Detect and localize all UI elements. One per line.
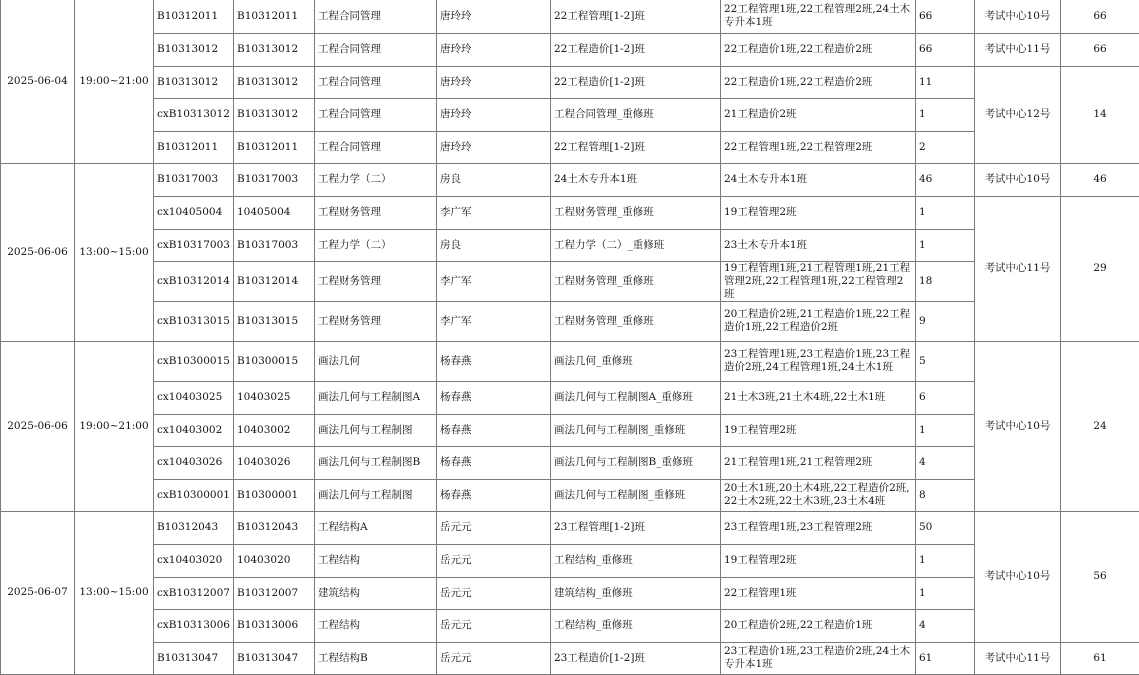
sections-cell: 20工程造价2班,22工程造价1班 bbox=[721, 609, 916, 642]
class-no-cell: B10313012 bbox=[154, 66, 234, 98]
class-no-cell: B10312011 bbox=[154, 131, 234, 163]
student-count-cell: 1 bbox=[916, 98, 975, 131]
sections-cell: 21工程造价2班 bbox=[721, 98, 916, 131]
class-name-cell: 画法几何与工程制图A_重修班 bbox=[551, 381, 721, 414]
table-row[interactable] bbox=[1, 446, 1139, 479]
course-name-cell: 工程结构A bbox=[315, 511, 437, 544]
room-total-cell: 56 bbox=[1061, 511, 1139, 642]
course-code-cell: B10312014 bbox=[234, 261, 315, 301]
teacher-cell: 唐玲玲 bbox=[437, 0, 551, 33]
teacher-cell: 杨春燕 bbox=[437, 414, 551, 446]
teacher-cell: 唐玲玲 bbox=[437, 98, 551, 131]
sections-cell: 21土木3班,21土木4班,22土木1班 bbox=[721, 381, 916, 414]
course-code-cell: B10317003 bbox=[234, 163, 315, 196]
course-code-cell: B10313012 bbox=[234, 98, 315, 131]
class-name-cell: 工程力学（二）_重修班 bbox=[551, 229, 721, 261]
course-code-cell: B10313012 bbox=[234, 33, 315, 66]
class-name-cell: 22工程造价[1-2]班 bbox=[551, 33, 721, 66]
course-name-cell: 画法几何与工程制图A bbox=[315, 381, 437, 414]
course-name-cell: 工程结构 bbox=[315, 544, 437, 577]
class-no-cell: cxB10312007 bbox=[154, 577, 234, 609]
room-total-cell: 61 bbox=[1061, 642, 1139, 674]
course-name-cell: 工程结构 bbox=[315, 609, 437, 642]
course-code-cell: B10313047 bbox=[234, 642, 315, 674]
class-name-cell: 工程财务管理_重修班 bbox=[551, 261, 721, 301]
class-no-cell: B10313047 bbox=[154, 642, 234, 674]
class-no-cell: B10312011 bbox=[154, 0, 234, 33]
teacher-cell: 唐玲玲 bbox=[437, 66, 551, 98]
course-name-cell: 画法几何与工程制图B bbox=[315, 446, 437, 479]
class-name-cell: 22工程管理[1-2]班 bbox=[551, 0, 721, 33]
course-code-cell: B10317003 bbox=[234, 229, 315, 261]
sections-cell: 19工程管理2班 bbox=[721, 196, 916, 229]
room-total-cell: 14 bbox=[1061, 66, 1139, 163]
class-name-cell: 画法几何与工程制图_重修班 bbox=[551, 479, 721, 511]
date-cell: 2025-06-06 bbox=[1, 341, 75, 511]
table-row[interactable] bbox=[1, 0, 1139, 33]
course-name-cell: 工程力学（二） bbox=[315, 229, 437, 261]
course-name-cell: 工程力学（二） bbox=[315, 163, 437, 196]
student-count-cell: 5 bbox=[916, 341, 975, 381]
course-code-cell: 10403002 bbox=[234, 414, 315, 446]
sections-cell: 19工程管理2班 bbox=[721, 414, 916, 446]
room-cell: 考试中心11号 bbox=[975, 196, 1061, 341]
class-no-cell: B10313012 bbox=[154, 33, 234, 66]
sections-cell: 20工程造价2班,21工程造价1班,22工程造价1班,22工程造价2班 bbox=[721, 301, 916, 341]
course-name-cell: 工程财务管理 bbox=[315, 301, 437, 341]
course-name-cell: 工程合同管理 bbox=[315, 33, 437, 66]
time-cell: 13:00~15:00 bbox=[75, 163, 154, 341]
course-name-cell: 工程结构B bbox=[315, 642, 437, 674]
sections-cell: 22工程造价1班,22工程造价2班 bbox=[721, 66, 916, 98]
teacher-cell: 杨春燕 bbox=[437, 446, 551, 479]
class-name-cell: 22工程造价[1-2]班 bbox=[551, 66, 721, 98]
table-row[interactable] bbox=[1, 479, 1139, 511]
table-row[interactable] bbox=[1, 196, 1139, 229]
teacher-cell: 岳元元 bbox=[437, 511, 551, 544]
course-code-cell: B10300015 bbox=[234, 341, 315, 381]
room-cell: 考试中心10号 bbox=[975, 341, 1061, 511]
student-count-cell: 9 bbox=[916, 301, 975, 341]
course-code-cell: 10403026 bbox=[234, 446, 315, 479]
course-code-cell: B10313015 bbox=[234, 301, 315, 341]
room-total-cell: 24 bbox=[1061, 341, 1139, 511]
course-code-cell: B10313012 bbox=[234, 66, 315, 98]
student-count-cell: 6 bbox=[916, 381, 975, 414]
course-name-cell: 工程财务管理 bbox=[315, 261, 437, 301]
teacher-cell: 房良 bbox=[437, 163, 551, 196]
student-count-cell: 1 bbox=[916, 544, 975, 577]
table-row[interactable] bbox=[1, 341, 1139, 381]
room-cell: 考试中心10号 bbox=[975, 163, 1061, 196]
class-no-cell: B10312043 bbox=[154, 511, 234, 544]
teacher-cell: 房良 bbox=[437, 229, 551, 261]
class-name-cell: 工程财务管理_重修班 bbox=[551, 301, 721, 341]
sections-cell: 22工程造价1班,22工程造价2班 bbox=[721, 33, 916, 66]
teacher-cell: 杨春燕 bbox=[437, 341, 551, 381]
class-name-cell: 工程财务管理_重修班 bbox=[551, 196, 721, 229]
teacher-cell: 杨春燕 bbox=[437, 479, 551, 511]
class-name-cell: 工程合同管理_重修班 bbox=[551, 98, 721, 131]
class-name-cell: 画法几何与工程制图_重修班 bbox=[551, 414, 721, 446]
class-name-cell: 23工程管理[1-2]班 bbox=[551, 511, 721, 544]
sections-cell: 23工程管理1班,23工程造价1班,23工程造价2班,24工程管理1班,24土木1班 bbox=[721, 341, 916, 381]
sections-cell: 20土木1班,20土木4班,22工程造价2班,22土木2班,22土木3班,23土木4班 bbox=[721, 479, 916, 511]
table-row[interactable] bbox=[1, 301, 1139, 341]
class-no-cell: cxB10313006 bbox=[154, 609, 234, 642]
room-cell: 考试中心10号 bbox=[975, 0, 1061, 33]
table-row[interactable] bbox=[1, 229, 1139, 261]
class-name-cell: 22工程管理[1-2]班 bbox=[551, 131, 721, 163]
class-no-cell: cx10403020 bbox=[154, 544, 234, 577]
course-code-cell: B10313006 bbox=[234, 609, 315, 642]
student-count-cell: 1 bbox=[916, 229, 975, 261]
class-no-cell: cxB10300015 bbox=[154, 341, 234, 381]
sections-cell: 23工程管理1班,23工程管理2班 bbox=[721, 511, 916, 544]
table-row[interactable] bbox=[1, 163, 1139, 196]
class-no-cell: cx10403026 bbox=[154, 446, 234, 479]
class-name-cell: 建筑结构_重修班 bbox=[551, 577, 721, 609]
student-count-cell: 46 bbox=[916, 163, 975, 196]
room-cell: 考试中心12号 bbox=[975, 66, 1061, 163]
course-code-cell: B10312007 bbox=[234, 577, 315, 609]
class-no-cell: cx10405004 bbox=[154, 196, 234, 229]
course-code-cell: 10403020 bbox=[234, 544, 315, 577]
table-row[interactable] bbox=[1, 642, 1139, 674]
course-code-cell: 10405004 bbox=[234, 196, 315, 229]
student-count-cell: 50 bbox=[916, 511, 975, 544]
class-no-cell: B10317003 bbox=[154, 163, 234, 196]
student-count-cell: 18 bbox=[916, 261, 975, 301]
class-name-cell: 画法几何_重修班 bbox=[551, 341, 721, 381]
date-cell: 2025-06-07 bbox=[1, 511, 75, 674]
time-cell: 19:00~21:00 bbox=[75, 0, 154, 163]
course-name-cell: 画法几何 bbox=[315, 341, 437, 381]
date-cell: 2025-06-04 bbox=[1, 0, 75, 163]
course-name-cell: 工程合同管理 bbox=[315, 98, 437, 131]
course-name-cell: 建筑结构 bbox=[315, 577, 437, 609]
room-cell: 考试中心10号 bbox=[975, 511, 1061, 642]
student-count-cell: 66 bbox=[916, 0, 975, 33]
teacher-cell: 岳元元 bbox=[437, 577, 551, 609]
time-cell: 19:00~21:00 bbox=[75, 341, 154, 511]
student-count-cell: 8 bbox=[916, 479, 975, 511]
room-total-cell: 66 bbox=[1061, 0, 1139, 33]
class-no-cell: cx10403002 bbox=[154, 414, 234, 446]
class-name-cell: 画法几何与工程制图B_重修班 bbox=[551, 446, 721, 479]
sections-cell: 22工程管理1班,22工程管理2班 bbox=[721, 131, 916, 163]
teacher-cell: 岳元元 bbox=[437, 642, 551, 674]
class-name-cell: 工程结构_重修班 bbox=[551, 544, 721, 577]
student-count-cell: 11 bbox=[916, 66, 975, 98]
course-name-cell: 工程合同管理 bbox=[315, 66, 437, 98]
course-code-cell: B10312011 bbox=[234, 131, 315, 163]
course-code-cell: B10312043 bbox=[234, 511, 315, 544]
student-count-cell: 1 bbox=[916, 414, 975, 446]
teacher-cell: 李广军 bbox=[437, 301, 551, 341]
date-cell: 2025-06-06 bbox=[1, 163, 75, 341]
sections-cell: 23工程造价1班,23工程造价2班,24土木专升本1班 bbox=[721, 642, 916, 674]
student-count-cell: 66 bbox=[916, 33, 975, 66]
room-total-cell: 66 bbox=[1061, 33, 1139, 66]
teacher-cell: 唐玲玲 bbox=[437, 131, 551, 163]
class-no-cell: cxB10300001 bbox=[154, 479, 234, 511]
course-name-cell: 工程合同管理 bbox=[315, 131, 437, 163]
teacher-cell: 岳元元 bbox=[437, 544, 551, 577]
course-name-cell: 画法几何与工程制图 bbox=[315, 414, 437, 446]
table-row[interactable] bbox=[1, 414, 1139, 446]
class-name-cell: 23工程造价[1-2]班 bbox=[551, 642, 721, 674]
table-row[interactable] bbox=[1, 33, 1139, 66]
class-no-cell: cxB10313015 bbox=[154, 301, 234, 341]
teacher-cell: 李广军 bbox=[437, 261, 551, 301]
student-count-cell: 1 bbox=[916, 577, 975, 609]
course-name-cell: 画法几何与工程制图 bbox=[315, 479, 437, 511]
table-row[interactable] bbox=[1, 577, 1139, 609]
sections-cell: 22工程管理1班,22工程管理2班,24土木专升本1班 bbox=[721, 0, 916, 33]
teacher-cell: 唐玲玲 bbox=[437, 33, 551, 66]
time-cell: 13:00~15:00 bbox=[75, 511, 154, 674]
teacher-cell: 岳元元 bbox=[437, 609, 551, 642]
course-name-cell: 工程财务管理 bbox=[315, 196, 437, 229]
class-name-cell: 24土木专升本1班 bbox=[551, 163, 721, 196]
student-count-cell: 1 bbox=[916, 196, 975, 229]
sections-cell: 19工程管理1班,21工程管理1班,21工程管理2班,22工程管理1班,22工程管理2班 bbox=[721, 261, 916, 301]
sections-cell: 21工程管理1班,21工程管理2班 bbox=[721, 446, 916, 479]
table-row[interactable] bbox=[1, 66, 1139, 98]
class-no-cell: cxB10312014 bbox=[154, 261, 234, 301]
class-no-cell: cxB10313012 bbox=[154, 98, 234, 131]
sections-cell: 23土木专升本1班 bbox=[721, 229, 916, 261]
student-count-cell: 4 bbox=[916, 446, 975, 479]
table-row[interactable] bbox=[1, 609, 1139, 642]
table-row[interactable] bbox=[1, 98, 1139, 131]
class-no-cell: cx10403025 bbox=[154, 381, 234, 414]
sections-cell: 19工程管理2班 bbox=[721, 544, 916, 577]
table-row[interactable] bbox=[1, 511, 1139, 544]
room-total-cell: 46 bbox=[1061, 163, 1139, 196]
teacher-cell: 杨春燕 bbox=[437, 381, 551, 414]
room-cell: 考试中心11号 bbox=[975, 642, 1061, 674]
class-name-cell: 工程结构_重修班 bbox=[551, 609, 721, 642]
course-code-cell: B10312011 bbox=[234, 0, 315, 33]
teacher-cell: 李广军 bbox=[437, 196, 551, 229]
table-row[interactable] bbox=[1, 381, 1139, 414]
course-name-cell: 工程合同管理 bbox=[315, 0, 437, 33]
sections-cell: 24土木专升本1班 bbox=[721, 163, 916, 196]
room-total-cell: 29 bbox=[1061, 196, 1139, 341]
student-count-cell: 61 bbox=[916, 642, 975, 674]
class-no-cell: cxB10317003 bbox=[154, 229, 234, 261]
table-row[interactable] bbox=[1, 544, 1139, 577]
table-row[interactable] bbox=[1, 131, 1139, 163]
room-cell: 考试中心11号 bbox=[975, 33, 1061, 66]
course-code-cell: 10403025 bbox=[234, 381, 315, 414]
course-code-cell: B10300001 bbox=[234, 479, 315, 511]
sections-cell: 22工程管理1班 bbox=[721, 577, 916, 609]
student-count-cell: 4 bbox=[916, 609, 975, 642]
table-row[interactable] bbox=[1, 261, 1139, 301]
student-count-cell: 2 bbox=[916, 131, 975, 163]
